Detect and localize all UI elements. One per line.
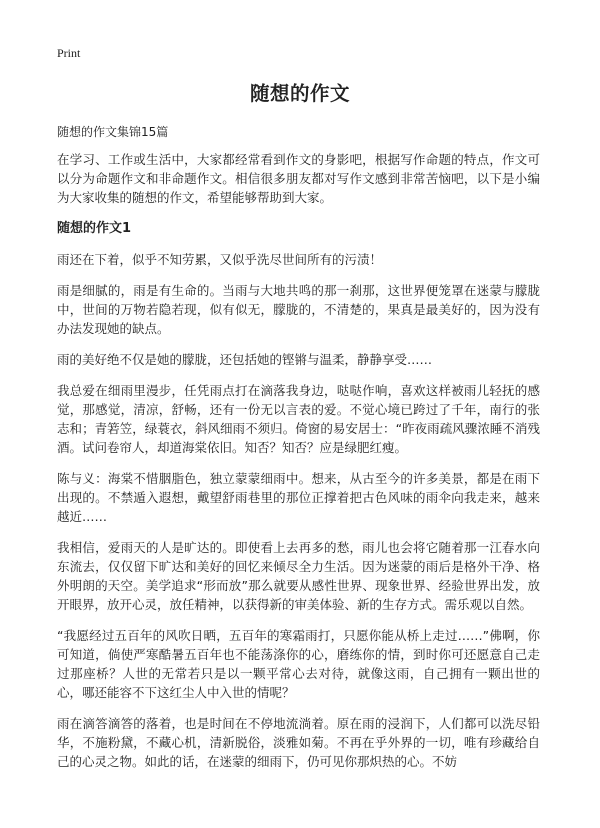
page-title: 随想的作文 xyxy=(249,82,350,105)
paragraph: 雨还在下着，似乎不知劳累，又似乎洗尽世间所有的污渍！ xyxy=(57,252,383,267)
paragraph: “我愿经过五百年的风吹日晒，五百年的寒霜雨打，只愿你能从桥上走过……”佛啊，你可知道，倘使严寒酷暑五百年也不能荡涤你的心，磨练你的情，到时你可还愿意自己走过那座桥？人世的无常若只是以一颗平常心去对待，就像这雨，自己拥有一颗出世的心，哪还能容不下这红尘人中入世的情呢？ xyxy=(57,628,540,700)
paragraph: 陈与义：海棠不惜胭脂色，独立蒙蒙细雨中。想来，从古至今的许多美景，都是在雨下出现的。不禁遁入遐想，戴望舒雨巷里的那位正撑着把古色风味的雨伞向我走来，越来越近…… xyxy=(57,471,540,524)
document-body xyxy=(57,150,540,783)
paragraph: 雨在滴答滴答的落着，也是时间在不停地流淌着。原在雨的浸润下，人们都可以洗尽铅华，不施粉黛，不藏心机，清新脱俗，淡雅如菊。不再在乎外界的一切，唯有珍藏给自己的心灵之物。如此的话，在迷蒙的细雨下，仍可见你那炽热的心。不妨 xyxy=(57,716,540,769)
paragraph: 雨的美好绝不仅是她的朦胧，还包括她的铿锵与温柔，静静享受…… xyxy=(57,352,433,367)
section-heading: 随想的作文1 xyxy=(57,221,132,236)
paragraph: 雨是细腻的，雨是有生命的。当雨与大地共鸣的那一刹那，这世界便笼罩在迷蒙与朦胧中，世间的万物若隐若现，似有似无，朦胧的，不清楚的，果真是最美好的，因为没有办法发现她的缺点。 xyxy=(57,283,540,336)
intro-paragraph: 在学习、工作或生活中，大家都经常看到作文的身影吧，根据写作命题的特点，作文可以分为命题作文和非命题作文。相信很多朋友都对写作文感到非常苦恼吧，以下是小编为大家收集的随想的作文，希望能够帮助到大家。 xyxy=(57,152,540,205)
paragraph: 我总爱在细雨里漫步，任凭雨点打在滴落我身边，哒哒作响，喜欢这样被雨儿轻抚的感觉，那感觉，清凉，舒畅，还有一份无以言表的爱。不觉心境已跨过了千年，南行的张志和；青箬笠，绿蓑衣，斜风细雨不须归。倚窗的易安居士：“昨夜雨疏风骤浓睡不消残酒。试问卷帘人，却道海棠依旧。知否？知否？应是绿肥红瘦。 xyxy=(57,383,540,455)
print-link[interactable]: Print xyxy=(57,46,81,60)
paragraph: 我相信，爱雨天的人是旷达的。即使看上去再多的愁，雨儿也会将它随着那一江春水向东流去，仅仅留下旷达和美好的回忆来倾尽全力生活。因为迷蒙的雨后是格外干净、格外明朗的天空。美学追求“形而放”那么就要从感性世界、现象世界、经验世界出发，放开眼界，放开心灵，放任精神，以获得新的审美体验、新的生存方式。需乐观以自然。 xyxy=(57,540,540,612)
document-subtitle: 随想的作文集锦15篇 xyxy=(57,125,169,139)
